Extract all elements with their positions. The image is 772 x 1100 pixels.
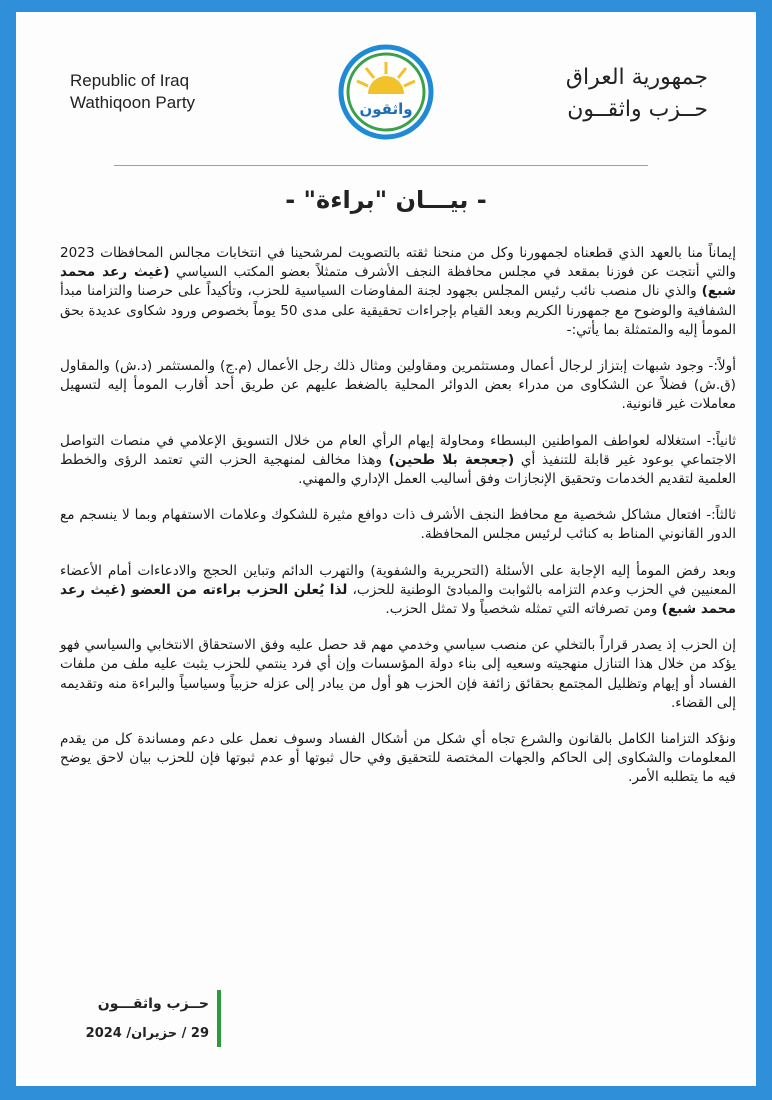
signature-party: حــزب واثقـــون [97,996,209,1012]
disavowal-statement: لذا يُعلن الحزب براءته من العضو (غيث رعد محمد شبع) [60,581,736,618]
paragraph-decision: وبعد رفض المومأ إليه الإجابة على الأسئلة (التحريرية والشفوية) والتهرب الدائم وتباين الحجج والادعاءات أمام الأعضاء المعنيين في الحزب وعدم التزامه بالثوابت والمبادئ الوطنية للحزب، لذا يُعلن الحزب براءته من العضو (غيث رعد محمد شبع) ومن تصرفاته التي تمثله شخصياً ولا تمثل الحزب. [60,562,737,618]
statement-document [16,12,756,1086]
party-logo [338,44,434,140]
paragraph-second: ثانياً:- استغلاله لعواطف المواطنين البسطاء ومحاولة إيهام الرأي العام من خلال التسويق الإعلامي في منصات التواصل الاجتماعي بوعود غير قابلة للتنفيذ أي (جعجعة بلا طحين) وهذا مخالف لمنهجية الحزب التي تعتمد الرؤى والخطط العلمية لتقديم الخدمات وتحقيق الإنجازات وفق أساليب العمل الإداري والمهني. [60,432,736,488]
paragraph-third: ثالثاً:- افتعال مشاكل شخصية مع محافظ النجف الأشرف ذات دوافع مثيرة للشكوك وعلامات الاستفهام وبما لا ينسجم مع الدور القانوني المناط به كنائب لرئيس مجلس المحافظة. [60,507,736,543]
header-ar-party: حــزب واثقــون [567,97,708,122]
header-divider [114,165,648,166]
paragraph-closing: ونؤكد التزامنا الكامل بالقانون والشرع تجاه أي شكل من أشكال الفساد وسوف نعمل على دعم ومساندة كل من يقدم المعلومات والشكاوى إلى الحاكم والجهات المختصة للتحقيق وفي حال ثبوتها أو عدم ثبوتها فإن للحزب بيان لاحق يوضح فيه ما يتطلبه الأمر. [60,731,736,786]
header-en-country: Republic of Iraq [70,71,190,90]
header-arabic [566,62,708,126]
paragraph-intro: إيماناً منا بالعهد الذي قطعناه لجمهورنا وكل من منحنا ثقته بالتصويت لمرشحينا في انتخابات مجالس المحافظات 2023 والتي أنتجت عن فوزنا بمقعد في مجلس محافظة النجف الأشرف متمثلاً بعضو المكتب السياسي (غيث رعد محمد شبع) والذي نال منصب نائب رئيس المجلس بجهود لجنة المفاوضات السياسية للحزب، وتأكيداً على حرصنا والتزامنا مبدأ الشفافية والوضوح مع جمهورنا الكريم وبعد القيام بإجراءات تحقيقية على مدى 50 يوماً بخصوص ورود شكاوى عديدة بحق المومأ إليه والمتمثلة بما يأتي:- [60,245,736,338]
statement-body [60,244,736,805]
header-en-party: Wathiqoon Party [70,93,196,112]
signature-bar [217,990,221,1047]
header-ar-country: جمهورية العراق [565,65,708,90]
statement-title: - بيـــان "براءة" - [285,186,487,214]
signature-date: 29 / حزيران/ 2024 [85,1026,209,1041]
emphasis-phrase: (جعجعة بلا طحين) [388,451,515,468]
member-name: (غيث رعد محمد شبع) [60,264,736,300]
paragraph-commitment: إن الحزب إذ يصدر قراراً بالتخلي عن منصب سياسي وخدمي مهم قد حصل عليه وفق الاستحقاق الانتخابي والسياسي فهو يؤكد من خلال هذا التنازل منهجيته وسعيه إلى بناء دولة المؤسسات وإن أي فرد ينتمي للحزب يثبت عليه ملف من ملفات الفساد أو إيهام وتظليل المجتمع بحقائق زائفة فإن الحزب هو أول من يبادر إلى عزله حزبياً وسياسياً والبراءة منه وتقديمه إلى القضاء. [60,637,736,711]
paragraph-first: أولاً:- وجود شبهات إبتزاز لرجال أعمال ومستثمرين ومقاولين ومثال ذلك رجل الأعمال (م.ج) والمستثمر (د.ش) والمقاول (ق.ش) فضلاً عن الشكاوى من مدراء بعض الدوائر المحلية بالضغط عليهم عن طريق أحد أقارب المومأ إليه لتسهيل معاملات غير قانونية. [60,358,736,413]
header-english [70,70,195,114]
logo-text: واثقون [359,100,413,118]
